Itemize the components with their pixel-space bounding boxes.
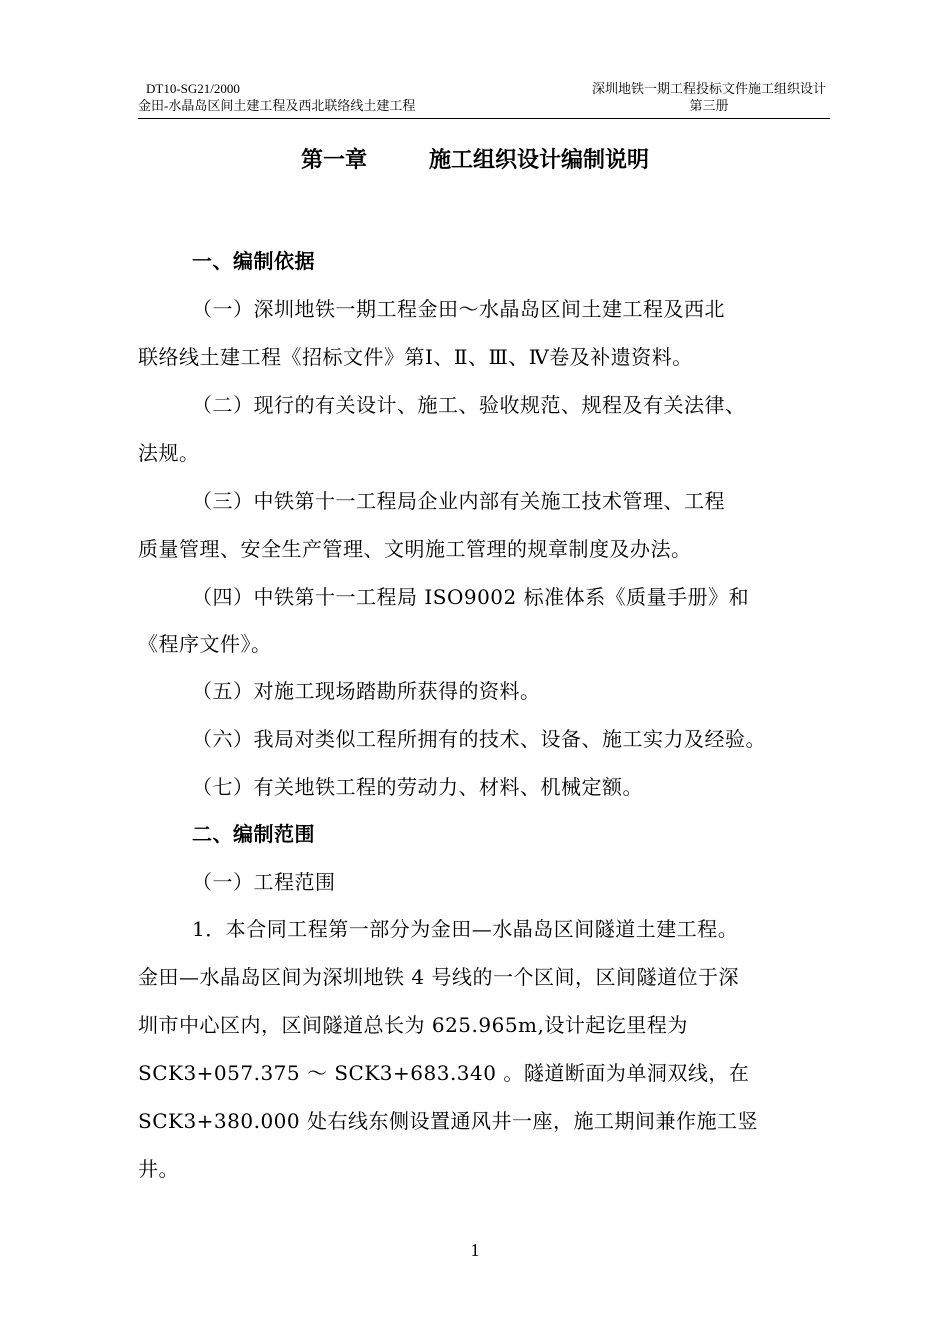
chapter-title: 施工组织设计编制说明 bbox=[429, 148, 650, 173]
paragraph-line: （三）中铁第十一工程局企业内部有关施工技术管理、工程 bbox=[192, 489, 725, 513]
paragraph-line: 1．本合同工程第一部分为金田—水晶岛区间隧道土建工程。 bbox=[192, 917, 739, 941]
document-code: DT10-SG21/2000 bbox=[146, 81, 240, 96]
volume-label: 第三册 bbox=[689, 98, 729, 113]
paragraph-line: 质量管理、安全生产管理、文明施工管理的规章制度及办法。 bbox=[138, 537, 692, 561]
header-left bbox=[138, 80, 415, 114]
paragraph-line: （二）现行的有关设计、施工、验收规范、规程及有关法律、 bbox=[192, 393, 746, 417]
paragraph-line: 圳市中心区内，区间隧道总长为 625.965m,设计起讫里程为 bbox=[138, 1013, 688, 1037]
paragraph-line: SCK3+057.375 ～ SCK3+683.340 。隧道断面为单洞双线，在 bbox=[138, 1061, 750, 1085]
section-heading: 一、编制依据 bbox=[192, 249, 315, 273]
paragraph-line: （一）深圳地铁一期工程金田～水晶岛区间土建工程及西北 bbox=[192, 297, 725, 321]
paragraph-line: 法规。 bbox=[138, 441, 200, 465]
project-name: 金田-水晶岛区间土建工程及西北联络线土建工程 bbox=[138, 98, 416, 113]
subsection-heading: （一）工程范围 bbox=[192, 870, 336, 894]
paragraph-line: （五）对施工现场踏勘所获得的资料。 bbox=[192, 679, 541, 703]
section-heading: 二、编制范围 bbox=[192, 822, 315, 846]
chapter-heading bbox=[0, 146, 950, 176]
paragraph-line: （七）有关地铁工程的劳动力、材料、机械定额。 bbox=[192, 775, 643, 799]
paragraph-line: 《程序文件》。 bbox=[138, 632, 272, 656]
chapter-number: 第一章 bbox=[300, 148, 367, 173]
paragraph-line: 联络线土建工程《招标文件》第Ⅰ、Ⅱ、Ⅲ、Ⅳ卷及补遗资料。 bbox=[138, 345, 693, 369]
document-title: 深圳地铁一期工程投标文件施工组织设计 bbox=[591, 81, 826, 96]
paragraph-line: 井。 bbox=[138, 1157, 179, 1181]
paragraph-line: 金田—水晶岛区间为深圳地铁 4 号线的一个区间，区间隧道位于深 bbox=[138, 965, 739, 989]
paragraph-line: （六）我局对类似工程所拥有的技术、设备、施工实力及经验。 bbox=[192, 727, 766, 751]
page-header bbox=[138, 80, 830, 119]
paragraph-line: （四）中铁第十一工程局 ISO9002 标准体系《质量手册》和 bbox=[192, 585, 750, 609]
header-right bbox=[592, 80, 826, 114]
paragraph-line: SCK3+380.000 处右线东侧设置通风井一座，施工期间兼作施工竖 bbox=[138, 1109, 758, 1133]
page-number: 1 bbox=[470, 1240, 480, 1260]
